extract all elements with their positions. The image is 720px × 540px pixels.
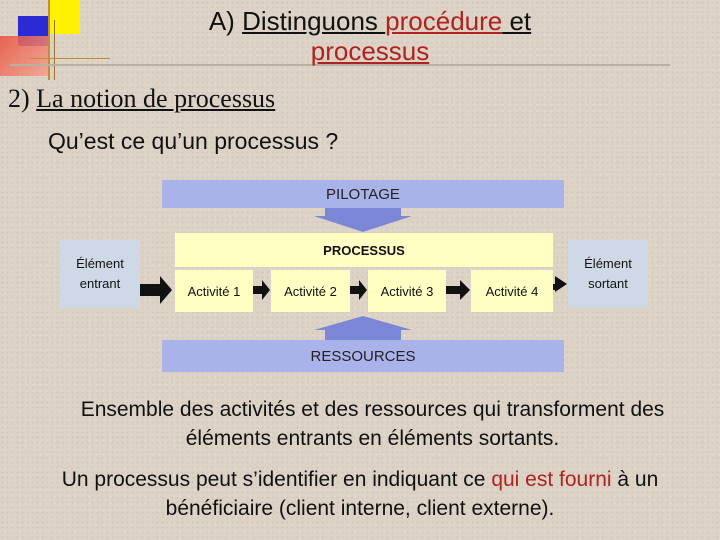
output-label-1: Élément <box>584 256 632 271</box>
input-element-box <box>60 240 140 308</box>
activity-box-2: Activité 2 <box>271 270 350 312</box>
input-arrow <box>140 276 172 304</box>
identification-paragraph <box>20 465 700 523</box>
subtitle-number: 2) <box>8 84 37 113</box>
title-prefix: A) <box>208 6 243 36</box>
input-label-2: entrant <box>79 276 121 291</box>
activity-box-3: Activité 3 <box>368 270 446 312</box>
title-text-2: procédure <box>385 6 503 36</box>
activity-arrow-1 <box>253 280 270 300</box>
title-text-1: Distinguons <box>242 6 386 36</box>
para2-highlight: qui est fourni <box>491 468 612 491</box>
output-element-box <box>568 240 648 308</box>
activity-arrow-2 <box>350 280 367 300</box>
output-label-2: sortant <box>588 276 628 291</box>
subtitle-text: La notion de processus <box>36 84 276 113</box>
activity-box-4: Activité 4 <box>471 270 553 312</box>
question-text: Qu’est ce qu’un processus ? <box>48 128 339 154</box>
para2-text-a: Un processus peut s’identifier en indiquant ce <box>61 468 492 491</box>
para2-text-c: à un bénéficiaire (client interne, client externe). <box>165 468 659 520</box>
processus-band: PROCESSUS <box>175 233 553 267</box>
pilotage-band: PILOTAGE <box>162 180 564 208</box>
output-arrow <box>553 276 567 292</box>
ressources-band: RESSOURCES <box>162 340 564 372</box>
definition-paragraph: Ensemble des activités et des ressources qui transforment des éléments entrants en éléments sortants. <box>80 398 665 450</box>
input-label-1: Élément <box>76 256 124 271</box>
activity-arrow-3 <box>446 280 470 300</box>
pilotage-arrow <box>314 208 412 232</box>
ressources-arrow <box>314 316 412 340</box>
title-text-3: et <box>502 6 532 36</box>
activity-box-1: Activité 1 <box>175 270 253 312</box>
title-text-4: processus <box>310 36 430 66</box>
